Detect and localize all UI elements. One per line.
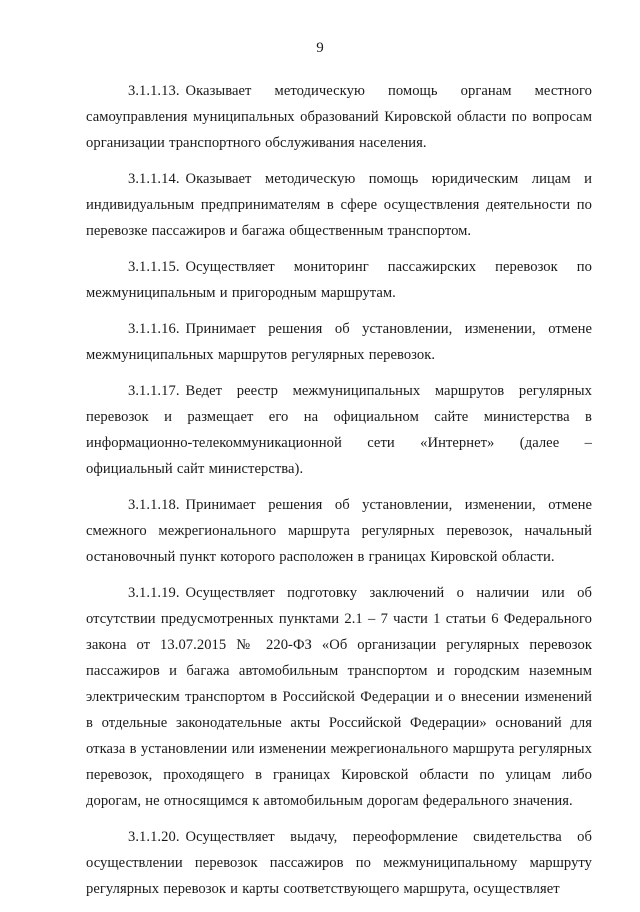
paragraph-3-1-1-20 bbox=[86, 824, 592, 902]
paragraph-number: 3.1.1.16. bbox=[128, 321, 180, 337]
paragraph-text: Оказывает методическую помощь юридическим лицам и индивидуальным предпринимателям в сфере осуществления деятельности по перевозке пассажиров и багажа общественным транспортом. bbox=[86, 171, 592, 239]
paragraph-number: 3.1.1.15. bbox=[128, 259, 180, 275]
paragraph-number: 3.1.1.14. bbox=[128, 171, 180, 187]
page-number: 9 bbox=[316, 40, 324, 56]
paragraph-3-1-1-15 bbox=[86, 254, 592, 306]
paragraph-text: Оказывает методическую помощь органам местного самоуправления муниципальных образований Кировской области по вопросам организации транспортного обслуживания населения. bbox=[86, 83, 592, 151]
paragraph-number: 3.1.1.18. bbox=[128, 497, 180, 513]
paragraph-text: Осуществляет выдачу, переоформление свидетельства об осуществлении перевозок пассажиров по межмуниципальному маршруту регулярных перевозок и карты соответствующего маршрута, осуществляет bbox=[86, 829, 592, 897]
paragraph-text: Принимает решения об установлении, изменении, отмене смежного межрегионального маршрута регулярных перевозок, начальный остановочный пункт которого расположен в границах Кировской области. bbox=[86, 497, 592, 565]
paragraph-number: 3.1.1.19. bbox=[128, 585, 180, 601]
paragraph-3-1-1-19 bbox=[86, 580, 592, 814]
paragraph-3-1-1-17 bbox=[86, 378, 592, 482]
paragraph-text: Осуществляет подготовку заключений о наличии или об отсутствии предусмотренных пунктами 2.1 – 7 части 1 статьи 6 Федерального закона от 13.07.2015 № 220-ФЗ «Об организации регулярных перевозок пассажиров и багажа автомобильным транспортом и городским наземным электрическим транспортом в Российской Федерации и о внесении изменений в отдельные законодательные акты Российской Федерации» оснований для отказа в установлении или изменении межрегионального маршрута регулярных перевозок, проходящего в границах Кировской области по улицам либо дорогам, не относящимся к автомобильным дорогам федерального значения. bbox=[86, 585, 592, 809]
paragraph-3-1-1-16 bbox=[86, 316, 592, 368]
document-body bbox=[86, 78, 592, 912]
paragraph-3-1-1-18 bbox=[86, 492, 592, 570]
paragraph-text: Ведет реестр межмуниципальных маршрутов регулярных перевозок и размещает его на официальном сайте министерства в информационно-телекоммуникационной сети «Интернет» (далее – официальный сайт министерства). bbox=[86, 383, 592, 477]
paragraph-3-1-1-13 bbox=[86, 78, 592, 156]
paragraph-3-1-1-14 bbox=[86, 166, 592, 244]
paragraph-text: Осуществляет мониторинг пассажирских перевозок по межмуниципальным и пригородным маршрутам. bbox=[86, 259, 592, 301]
paragraph-number: 3.1.1.17. bbox=[128, 383, 180, 399]
paragraph-number: 3.1.1.20. bbox=[128, 829, 180, 845]
paragraph-text: Принимает решения об установлении, изменении, отмене межмуниципальных маршрутов регулярных перевозок. bbox=[86, 321, 592, 363]
paragraph-number: 3.1.1.13. bbox=[128, 83, 180, 99]
